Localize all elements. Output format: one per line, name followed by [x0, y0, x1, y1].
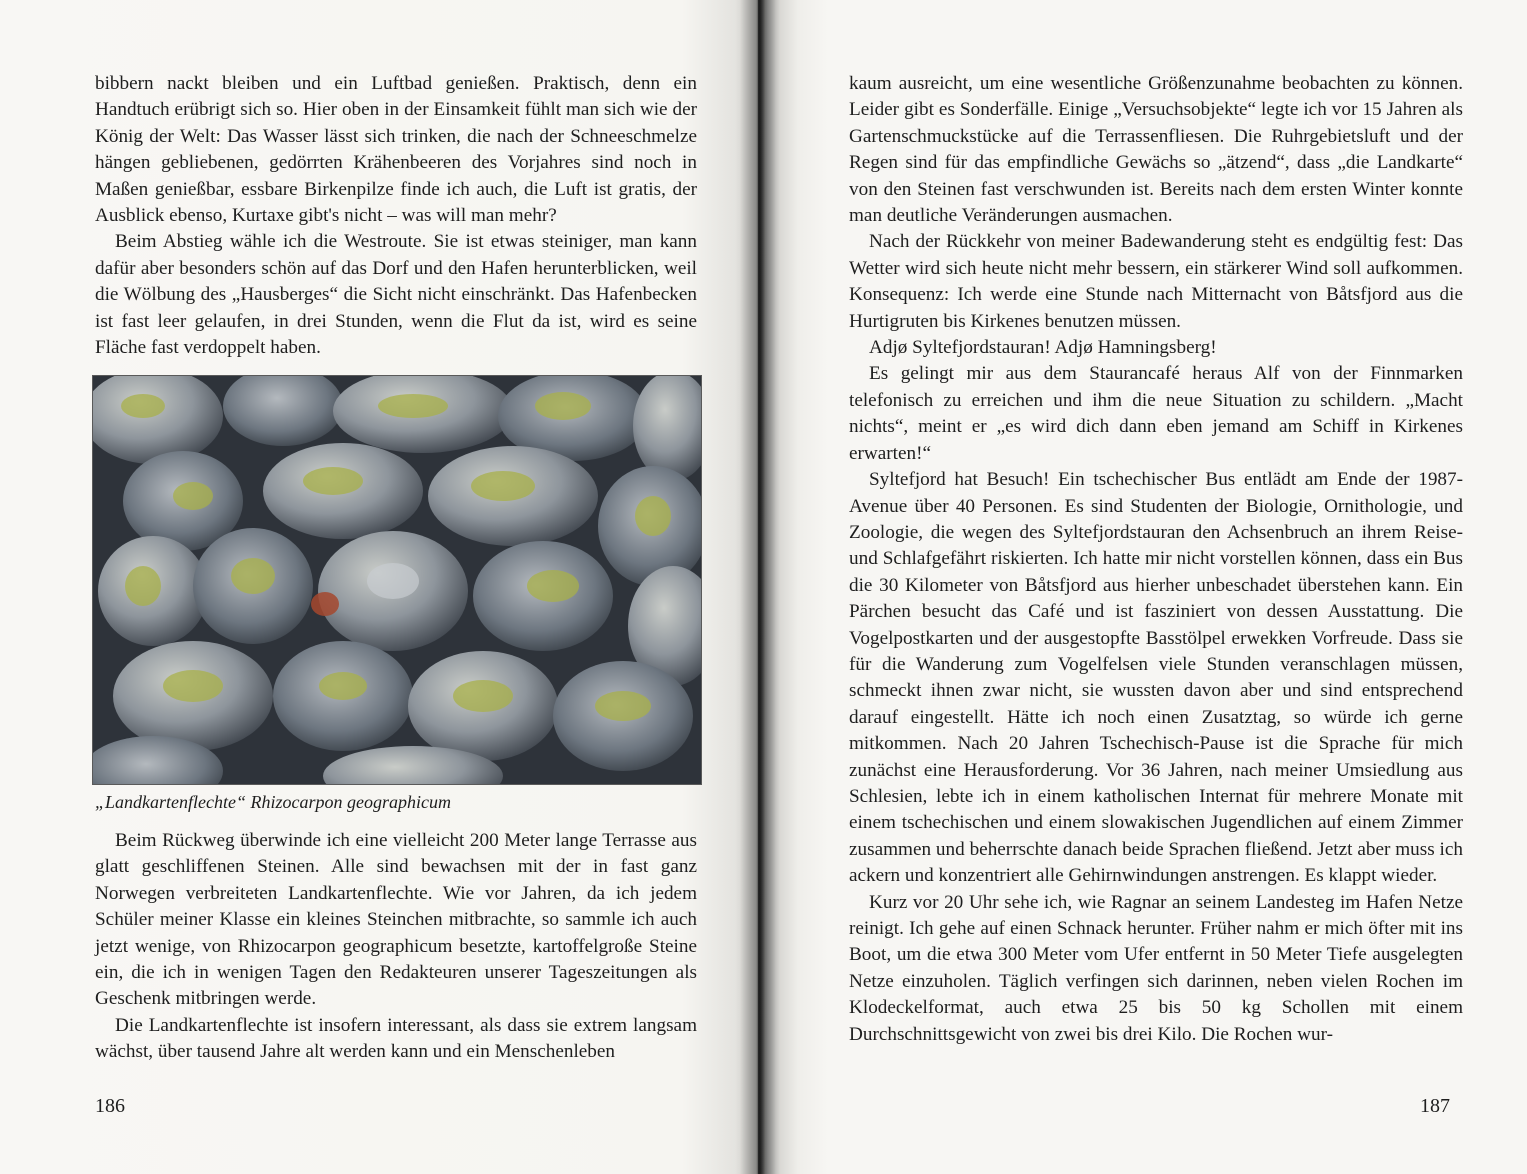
book-gutter-shadow	[740, 0, 776, 1174]
lichen-photo	[92, 375, 702, 785]
paragraph: Nach der Rückkehr von meiner Badewanderung steht es endgültig fest: Das Wetter wird sich heute nicht mehr bessern, ein stärkerer Wind soll aufkommen. Konsequenz: Ich werde eine Stunde nach Mitternacht von Båtsfjord aus die Hurtigruten bis Kirkenes benutzen müssen.	[849, 231, 1463, 332]
right-page	[758, 0, 1527, 1174]
paragraph: Syltefjord hat Besuch! Ein tschechischer Bus entlädt am Ende der 1987-Avenue über 40 Personen. Es sind Studenten der Biologie, Ornithologie, und Zoologie, die wegen des Syltefjordstauran den Achsenbruch an ihrem Reise- und Schlafgefährt riskierten. Ich hatte mir nicht vorstellen können, dass ein Bus die 30 Kilometer von Båtsfjord aus hierher unbeschadet überstehen kann. Ein Pärchen besucht das Café und ist fasziniert von dessen Ausstattung. Die Vogelpostkarten und der ausgestopfte Basstölpel erwekken Vorfreude. Dass sie für die Wanderung zum Vogelfelsen viele Stunden veranschlagen müssen, schmeckt ihnen zwar nicht, sie wussten davon aber und sind entsprechend darauf eingestellt. Hätte ich noch einen Zusatztag, so würde ich gerne mitkommen. Nach 20 Jahren Tschechisch-Pause ist die Sprache für mich zunächst eine Herausforderung. Vor 36 Jahren, nach meiner Umsiedlung aus Schlesien, lebte ich in einem katholischen Internat für mehrere Monate mit einem tschechischen und einem slowakischen Jugendlichen auf einem Zimmer zusammen und beherrschte danach beide Sprachen fließend. Jetzt aber muss ich ackern und konzentriert alle Gehirnwindungen anstrengen. Es klappt wieder.	[849, 469, 1463, 887]
paragraph: Beim Abstieg wähle ich die Westroute. Sie ist etwas steiniger, man kann dafür aber besonders schön auf das Dorf und den Hafen herunterblicken, weil die Wölbung des „Hausberges“ die Sicht nicht einschränkt. Das Hafenbecken ist fast leer gelaufen, in drei Stunden, wenn die Flut da ist, wird es seine Fläche fast verdoppelt haben.	[95, 231, 697, 359]
page-number-left: 186	[95, 1095, 125, 1117]
lichen-stones-image	[93, 376, 701, 784]
right-text	[849, 71, 1463, 1048]
paragraph: Adjø Syltefjordstauran! Adjø Hamningsberg!	[869, 337, 1217, 359]
left-bottom-text	[95, 828, 697, 1066]
paragraph: kaum ausreicht, um eine wesentliche Größenzunahme beobachten zu können. Leider gibt es Sonderfälle. Einige „Versuchsobjekte“ legte ich vor 15 Jahren als Gartenschmuckstücke auf die Terrassenfliesen. Die Ruhrgebietsluft und der Regen sind für das empfindliche Gewächs so „ätzend“, dass „die Landkarte“ von den Steinen fast verschwunden ist. Bereits nach dem ersten Winter konnte man deutliche Veränderungen ausmachen.	[849, 73, 1463, 227]
paragraph: bibbern nackt bleiben und ein Luftbad genießen. Praktisch, denn ein Handtuch erübrigt sich so. Hier oben in der Einsamkeit fühlt man sich wie der König der Welt: Das Wasser lässt sich trinken, die nach der Schneeschmelze hängen gebliebenen, gedörrten Krähenbeeren des Vorjahres sind noch in Maßen genießbar, essbare Birkenpilze finde ich auch, die Luft ist gratis, der Ausblick ebenso, Kurtaxe gibt's nicht – was will man mehr?	[95, 73, 697, 227]
left-top-text	[95, 71, 697, 361]
page-number-right: 187	[1420, 1095, 1450, 1117]
paragraph: Die Landkartenflechte ist insofern interessant, als dass sie extrem langsam wächst, über tausend Jahre alt werden kann und ein Menschenleben	[95, 1014, 697, 1063]
paragraph: Es gelingt mir aus dem Staurancafé heraus Alf von der Finnmarken telefonisch zu erreichen und ihm die neue Situation zu schildern. „Macht nichts“, meint er „es wird dich dann eben jemand am Schiff in Kirkenes erwarten!“	[849, 363, 1463, 464]
paragraph: Kurz vor 20 Uhr sehe ich, wie Ragnar an seinem Landesteg im Hafen Netze reinigt. Ich gehe auf einen Schnack herunter. Früher nahm er mich öfter mit ins Boot, um die etwa 300 Meter vom Ufer entfernt in 50 Meter Tiefe ausgelegten Netze einzuholen. Täglich verfingen sich darinnen, neben vielen Rochen im Klodeckelformat, auch etwa 25 bis 50 kg Schollen mit einem Durchschnittsgewicht von zwei bis drei Kilo. Die Rochen wur-	[849, 891, 1463, 1045]
left-page	[0, 0, 758, 1174]
paragraph: Beim Rückweg überwinde ich eine vielleicht 200 Meter lange Terrasse aus glatt geschliffenen Steinen. Alle sind bewachsen mit der in fast ganz Norwegen verbreiteten Landkartenflechte. Wie vor Jahren, da ich jedem Schüler meiner Klasse ein kleines Steinchen mitbrachte, so sammle ich auch jetzt wenige, von Rhizocarpon geographicum besetzte, kartoffelgroße Steine ein, die ich in wenigen Tagen den Redakteuren unserer Tageszeitungen als Geschenk mitbringen werde.	[95, 830, 697, 1010]
photo-caption: „Landkartenflechte“ Rhizocarpon geographicum	[95, 792, 451, 812]
